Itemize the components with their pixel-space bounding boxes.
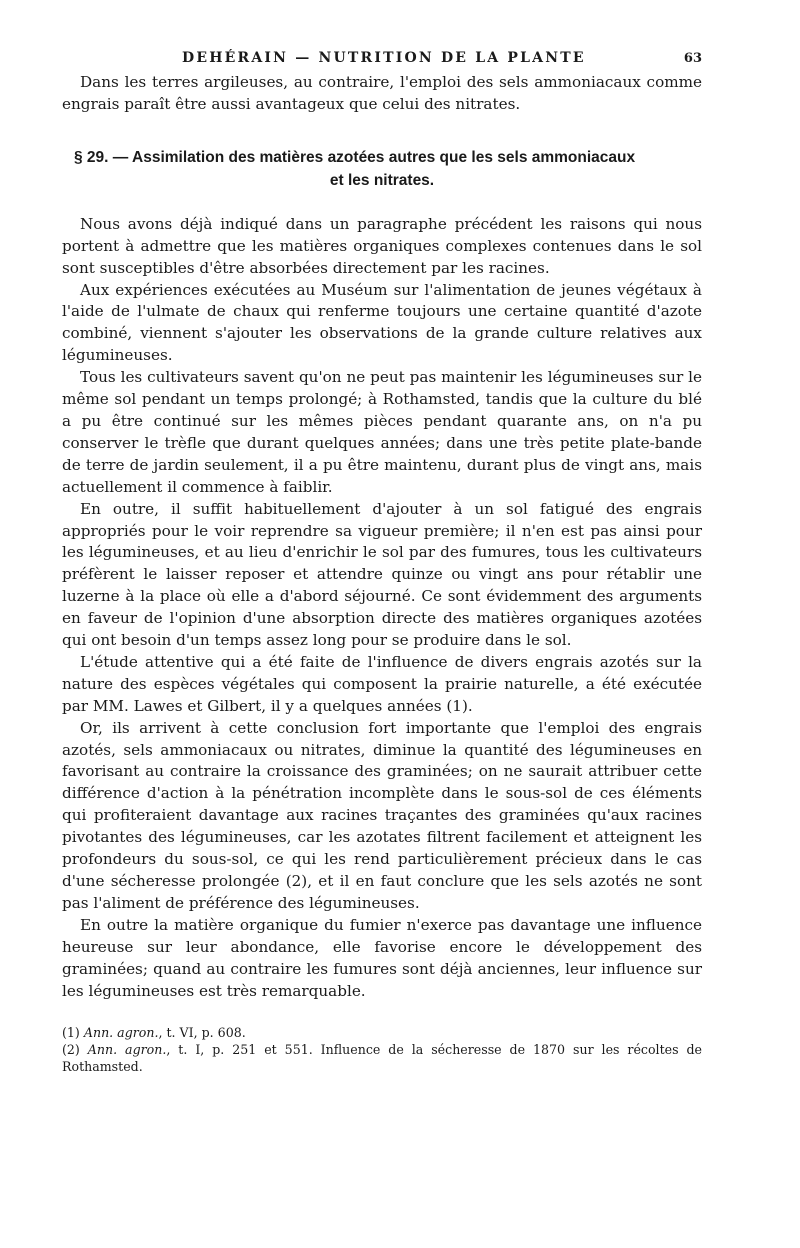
running-header (62, 50, 702, 66)
footnote-text: , t. VI, p. 608. (158, 1025, 246, 1041)
body-paragraph: Tous les cultivateurs savent qu'on ne peut pas maintenir les légumineuses sur le même sol pendant un temps prolongé; à Rothamsted, tandis que la culture du blé a pu être continué sur les mêmes pièces pendant quarante ans, on n'a pu conserver le trèfle que durant quelques années; dans une très petite plate-bande de terre de jardin seulement, il a pu être maintenu, durant plus de vingt ans, mais actuellement il commence à faiblir. (62, 368, 702, 496)
intro-paragraph: Dans les terres argileuses, au contraire, l'emploi des sels ammoniacaux comme engrais paraît être aussi avantageux que celui des nitrates. (62, 73, 702, 113)
footnote-source: Ann. agron. (87, 1042, 167, 1058)
body-paragraph: Aux expériences exécutées au Muséum sur l'alimentation de jeunes végétaux à l'aide de l'ulmate de chaux qui renferme toujours une certaine quantité d'azote combiné, viennent s'ajouter les observations de la grande culture relatives aux légumineuses. (62, 280, 702, 365)
body-paragraph: L'étude attentive qui a été faite de l'influence de divers engrais azotés sur la nature des espèces végétales qui composent la prairie naturelle, a été exécutée par MM. Lawes et Gilbert, il y a quelques années (1). (62, 652, 702, 715)
footnote-marker: (1) (62, 1025, 80, 1041)
footnote-marker: (2) (62, 1042, 80, 1058)
running-title: DEHÉRAIN — NUTRITION DE LA PLANTE (182, 50, 586, 66)
body-paragraph: En outre la matière organique du fumier n'exerce pas davantage une influence heureuse sur leur abondance, elle favorise encore le développement des graminées; quand au contraire les fumures sont déjà anciennes, leur influence sur les légumineuses est très remarquable. (62, 915, 702, 1000)
section-heading-line-1: § 29. — Assimilation des matières azotées autres que les sels ammoniacaux (74, 148, 636, 166)
book-page (62, 50, 702, 1075)
body-paragraph: Or, ils arrivent à cette conclusion fort importante que l'emploi des engrais azotés, sels ammoniacaux ou nitrates, diminue la quantité des légumineuses en favorisant au contraire la croissance des graminées; on ne saurait attribuer cette différence d'action à la pénétration incomplète dans le sous-sol de ces éléments qui profiteraient davantage aux racines traçantes des graminées qu'aux racines pivotantes des légumineuses, car les azotates filtrent facilement et atteignent les profondeurs du sous-sol, ce qui les rend particulièrement précieux dans le cas d'une sécheresse prolongée (2), et il en faut conclure que les sels azotés ne sont pas l'aliment de préférence des légumineuses. (62, 718, 702, 912)
footnote (62, 1024, 702, 1041)
body-paragraph: Nous avons déjà indiqué dans un paragraphe précédent les raisons qui nous portent à admettre que les matières organiques complexes contenues dans le sol sont susceptibles d'être absorbées directement par les racines. (62, 214, 702, 277)
page-number: 63 (683, 51, 702, 66)
footnote-text: , t. I, p. 251 et 551. Influence de la sécheresse de 1870 sur les récoltes de Rothamsted. (62, 1042, 703, 1075)
footnote (62, 1041, 702, 1075)
footnote-source: Ann. agron. (83, 1025, 159, 1041)
body-paragraph: En outre, il suffit habituellement d'ajouter à un sol fatigué des engrais appropriés pour le voir reprendre sa vigueur première; il n'en est pas ainsi pour les légumineuses, et au lieu d'enrichir le sol par des fumures, tous les cultivateurs préfèrent le laisser reposer et attendre quinze ou vingt ans pour rétablir une luzerne à la place où elle a d'abord séjourné. Ce sont évidemment des arguments en faveur de l'opinion d'une absorption directe des matières organiques azotées qui ont besoin d'un temps assez long pour se produire dans le sol. (62, 499, 702, 650)
footnotes (62, 1024, 702, 1075)
section-heading (62, 146, 702, 192)
section-heading-line-2: et les nitrates. (329, 171, 435, 189)
